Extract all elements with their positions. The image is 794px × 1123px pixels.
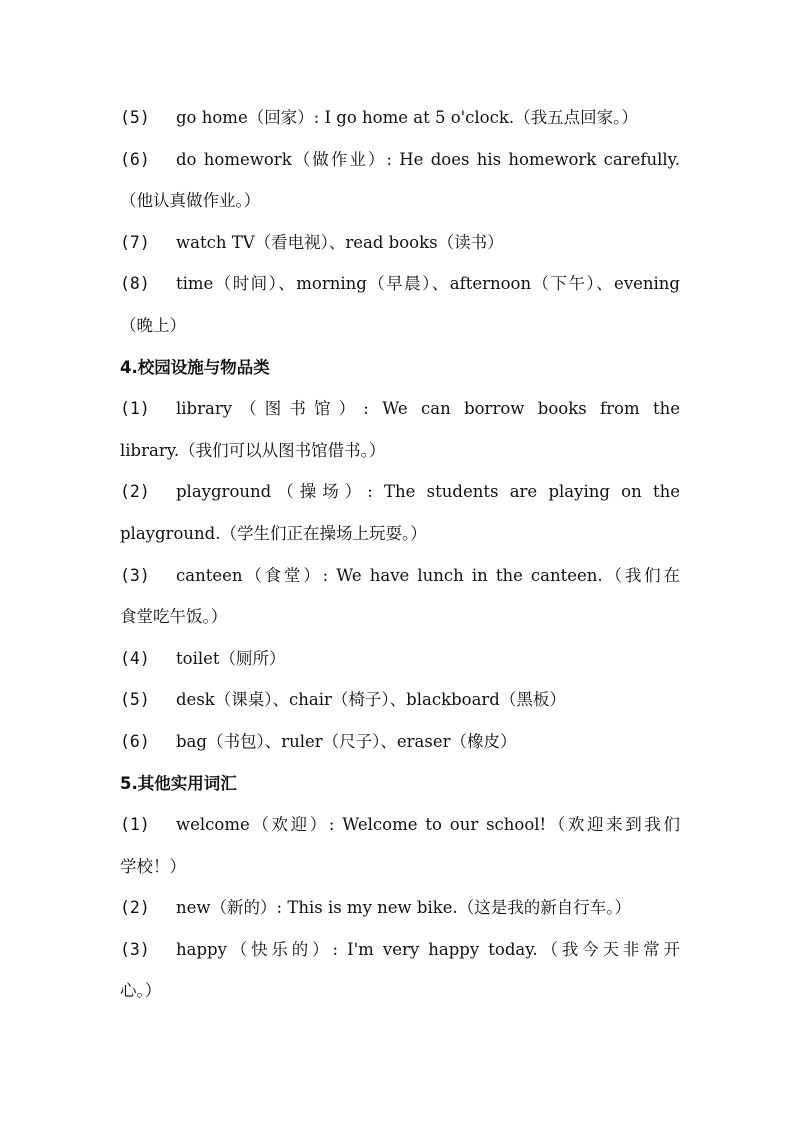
list-item — [120, 97, 680, 139]
item-text: toilet（厕所） — [176, 648, 286, 668]
list-item — [120, 887, 680, 929]
list-item-continuation: （晚上） — [120, 315, 186, 335]
list-item-continuation: （他认真做作业。） — [120, 191, 261, 211]
item-number: (3) — [120, 939, 150, 959]
item-number: (2) — [120, 898, 150, 918]
list-item-continuation: 学校！） — [120, 856, 186, 876]
item-text: canteen（食堂）: We have lunch in the canteen.（我们在 — [176, 565, 680, 585]
item-number: (8) — [120, 274, 150, 294]
list-item — [120, 555, 680, 597]
list-item — [120, 388, 680, 430]
list-item — [120, 222, 680, 264]
list-item-continuation: library.（我们可以从图书馆借书。） — [120, 440, 386, 460]
list-item — [120, 638, 680, 680]
item-number: (1) — [120, 815, 150, 835]
item-text: welcome（欢迎）: Welcome to our school!（欢迎来到我们 — [176, 815, 680, 835]
item-text: happy（快乐的）: I'm very happy today.（我今天非常开 — [176, 939, 680, 959]
list-item — [120, 721, 680, 763]
item-text: desk（课桌）、chair（椅子）、blackboard（黑板） — [176, 690, 566, 710]
section-heading: 4.校园设施与物品类 — [120, 357, 270, 377]
item-number: (6) — [120, 731, 150, 751]
list-item — [120, 263, 680, 305]
item-text: watch TV（看电视）、read books（读书） — [176, 232, 504, 252]
list-item — [120, 679, 680, 721]
list-item — [120, 804, 680, 846]
section-heading: 5.其他实用词汇 — [120, 773, 237, 793]
item-number: (5) — [120, 690, 150, 710]
item-text: new（新的）: This is my new bike.（这是我的新自行车。） — [176, 898, 631, 918]
list-item-continuation: 心。） — [120, 981, 162, 1001]
list-item — [120, 139, 680, 181]
list-item-continuation: 食堂吃午饭。） — [120, 607, 228, 627]
document-page — [120, 97, 680, 1012]
item-text: bag（书包）、ruler（尺子）、eraser（橡皮） — [176, 731, 517, 751]
item-number: (7) — [120, 232, 150, 252]
item-text: playground（操场）: The students are playing on the — [176, 482, 680, 502]
item-text: library（图书馆）: We can borrow books from the — [176, 399, 680, 419]
item-number: (1) — [120, 399, 150, 419]
item-text: time（时间）、morning（早晨）、afternoon（下午）、evening — [176, 274, 680, 294]
item-text: do homework（做作业）: He does his homework carefully. — [176, 149, 680, 169]
item-text: go home（回家）: I go home at 5 o'clock.（我五点回家。） — [176, 108, 638, 127]
list-item-continuation: playground.（学生们正在操场上玩耍。） — [120, 523, 427, 543]
item-number: (4) — [120, 648, 150, 668]
item-number: (5) — [120, 108, 150, 127]
item-number: (2) — [120, 482, 150, 502]
item-number: (6) — [120, 149, 150, 169]
list-item — [120, 471, 680, 513]
item-number: (3) — [120, 565, 150, 585]
list-item — [120, 929, 680, 971]
